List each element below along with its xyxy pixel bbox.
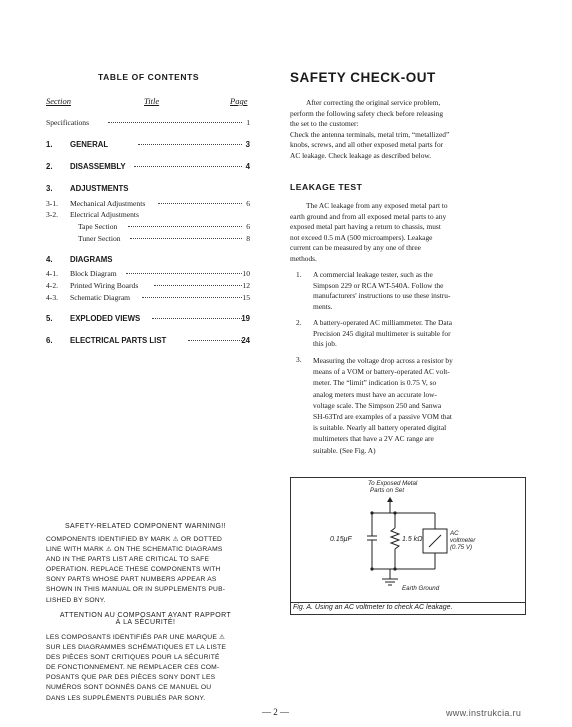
leakage-intro: The AC leakage from any exposed metal part to earth ground and from all exposed metal parts to any exposed metal part having a return to chassis, must not exceed 0.5 mA (500 microampers). Leakage current can be measured by any one of three methods. <box>290 201 448 263</box>
toc-row: Tape Section 6 <box>78 222 250 231</box>
watermark: www.instrukcia.ru <box>446 708 522 718</box>
toc-row: 4-3. Schematic Diagram 15 <box>46 293 250 302</box>
page-number: — 2 — <box>262 707 289 717</box>
toc-row: Specifications 1 <box>46 118 250 127</box>
list-item-number: 3. <box>296 355 302 364</box>
fig-label-resistor: 1.5 kΩ <box>402 536 423 543</box>
warning-fr-text: LES COMPOSANTS IDENTIFIÉS PAR UNE MARQUE ⚠ SUR LES DIAGRAMMES SCHÉMATIQUES ET LA LISTE DES PIÈCES SONT CRITIQUES POUR LA SÉCURITÉ DE FONCTIONNEMENT. NE REMPLACER CES COM- POSANTS QUE PAR DES PIÈCES SONY DONT LES NUMÉROS SONT DONNÉS DANS CE MANUEL OU DANS LES SUPPLÉMENTS PUBLIÉS PAR SONY. <box>46 634 227 702</box>
toc-header-title: Title <box>144 96 160 106</box>
safety-title: SAFETY CHECK-OUT <box>290 70 436 85</box>
toc-row: 4-1. Block Diagram 10 <box>46 269 250 278</box>
list-item: A battery-operated AC milliammeter. The Data Precision 245 digital multimeter is suitable for this job. <box>313 318 453 349</box>
toc-row: 3. ADJUSTMENTS <box>46 184 129 193</box>
warning-en-text: COMPONENTS IDENTIFIED BY MARK ⚠ OR DOTTED LINE WITH MARK ⚠ ON THE SCHEMATIC DIAGRAMS AND IN THE PARTS LIST ARE CRITICAL TO SAFE OPERATION. REPLACE THESE COMPONENTS WITH SONY PARTS WHOSE PART NUMBERS APPEAR AS SHOWN IN THIS MANUAL OR IN SUPPLEMENTS PUB- LISHED BY SONY. <box>46 536 226 604</box>
warning-fr-title: ATTENTION AU COMPOSANT AYANT RAPPORT À LA SÉCURITÉ! <box>59 612 232 626</box>
toc-row: 5. EXPLODED VIEWS 19 <box>46 314 250 323</box>
leakage-title: LEAKAGE TEST <box>290 182 363 192</box>
toc-row: Tuner Section 8 <box>78 234 250 243</box>
safety-intro: After correcting the original service problem, perform the following safety check before releasing the set to the customer: Check the antenna terminals, metal trim, “metallized” knobs, screws, and all other exposed metal parts for AC leakage. Check leakage as described below. <box>290 98 450 160</box>
toc-row: 6. ELECTRICAL PARTS LIST 24 <box>46 336 250 345</box>
toc-row: 4-2. Printed Wiring Boards 12 <box>46 281 250 290</box>
toc-row: 1. GENERAL 3 <box>46 140 250 149</box>
list-item-number: 2. <box>296 318 302 327</box>
toc-row: 3-1. Mechanical Adjustments 6 <box>46 199 250 208</box>
figure-caption: Fig. A. Using an AC voltmeter to check AC leakage. <box>293 604 453 611</box>
toc-title: TABLE OF CONTENTS <box>98 72 200 82</box>
fig-label-capacitor: 0.15μF <box>330 536 352 543</box>
list-item: A commercial leakage tester, such as the Simpson 229 or RCA WT-540A. Follow the manufacturers' instructions to use these instru- ments. <box>313 270 451 311</box>
toc-header-section: Section <box>46 96 72 106</box>
fig-label-meter: AC <box>450 530 459 537</box>
figure-caption-rule <box>290 602 526 603</box>
fig-label-meter: (0.75 V) <box>450 544 473 551</box>
toc-row: 2. DISASSEMBLY 4 <box>46 162 250 171</box>
warning-en-title: SAFETY-RELATED COMPONENT WARNING!! <box>64 523 226 530</box>
leakage-circuit-diagram <box>290 477 526 603</box>
toc-row: 4. DIAGRAMS <box>46 255 113 264</box>
fig-label-top: To Exposed Metal <box>368 480 418 487</box>
toc-row: 3-2. Electrical Adjustments <box>46 210 139 219</box>
list-item-number: 1. <box>296 270 302 279</box>
fig-label-ground: Earth Ground <box>402 585 440 592</box>
toc-header-page: Page <box>230 96 248 106</box>
fig-label-meter: voltmeter <box>450 537 476 544</box>
fig-label-top: Parts on Set <box>370 487 405 494</box>
list-item: Measuring the voltage drop across a resistor by means of a VOM or battery-operated AC volt- meter. The “limit” indication is 0.75 V, so analog meters must have an accurate low- voltage scale. The Simpson 250 and Sanwa SH-63Trd are examples of a passive VOM that is suitable. Nearly all battery operated digital multimeters that have a 2V AC range are suitable. (See Fig. A) <box>313 356 453 455</box>
